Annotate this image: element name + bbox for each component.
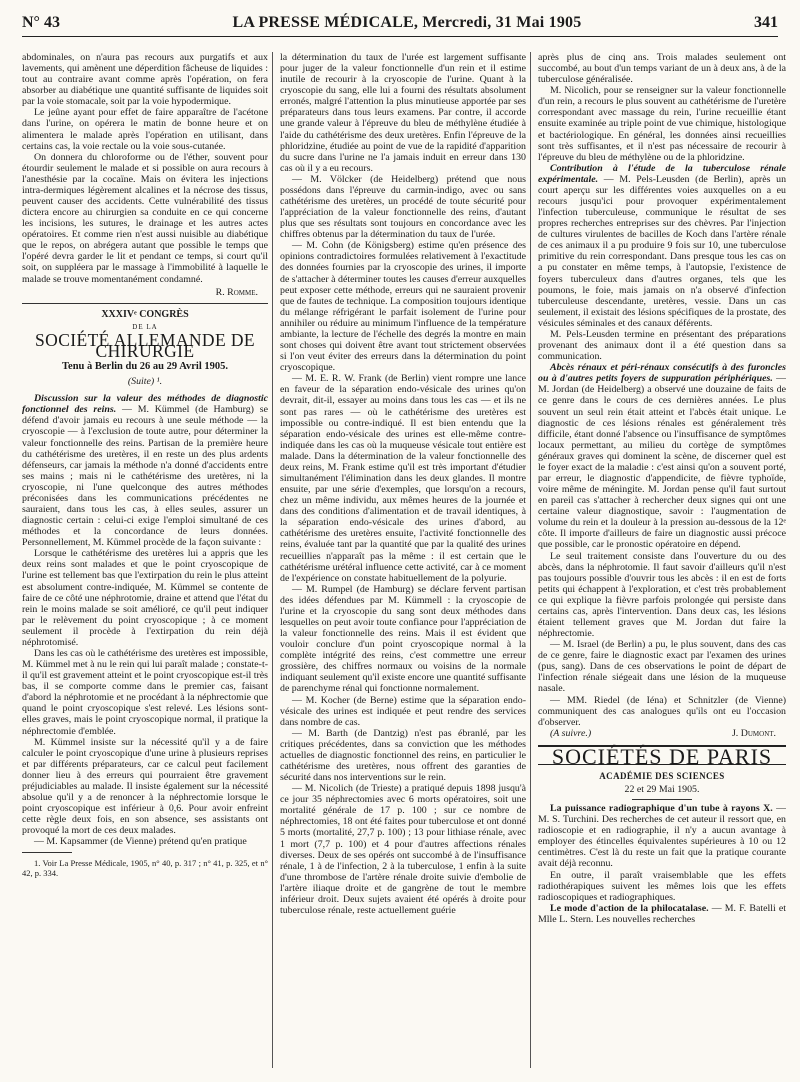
paragraph: abdominales, on n'aura pas recours aux purgatifs et aux lavements, qui amènent une déperdition fâcheuse de liquides : tout au contraire avant comme après l'opération, on fera absorber au diabétique une quantité suffisante de liquides soit par la voie stomacale, soit par la voie hypodermique. [22,52,268,108]
paragraph: En outre, il paraît vraisemblable que les effets radiothérapiques suivent les mêmes lois que les effets radioscopiques et radiographiques. [538,869,786,903]
paragraph: — M. Kümmel (de Hamburg) se défend d'avoir jamais eu recours à une seule méthode — la cryoscopie — à l'exclusion de toute autre, pour déterminer la valeur fonctionnelle des reins. Partisan de la première heure du cathétérisme des uretères, il en reste un des plus ardents défenseurs, car jamais la méthode n'a donné d'accidents entre ses mains ; mais ni le cathétérisme des uretères, ni la cryoscopie, ni l'une quelconque des autres méthodes préconisées dans les communications précédentes ne sauraient, dans tous les cas, à elles seules, assurer un diagnostic certain : celui-ci exige l'emploi simultané de ces méthodes et la concordance de leurs données. Personnellement, M. Kümmel procède de la façon suivante : [22,404,268,549]
paragraph: — M. Nicolich (de Trieste) a pratiqué depuis 1898 jusqu'à ce jour 35 néphrectomies avec 6 morts opératoires, soit une mortalité générale de 17 p. 100 ; sur ce nombre de néphrectomies, 18 ont été faites pour tuberculose et ont donné 5 morts (mortalité, 27,7 p. 100) ; 13 pour lithiase rénale, avec 1 mort (7,7 p. 100) et 4 pour d'autres affections rénales diverses. Deux de ses opérés ont succombé à de l'insuffisance rénale, 1 à de l'infection, 2 à la tuberculose, 1 enfin à la suite d'une thrombose de l'artère rénale droite suivie d'embolie de l'artère iliaque droite et de gangrène de tout le membre inférieur droit. Deux sujets avaient été opérés à droite pour tuberculose rénale, reste actuellement guérie [280,783,526,917]
paragraph: On donnera du chloroforme ou de l'éther, souvent pour étourdir seulement le malade et si possible on aura recours à l'anesthésie par la cocaïne. Mais on évitera les injections intra-dermiques légèrement alcalines et la nécrose des tissus, peuvent causer des accidents. Cette vulnérabilité des tissus dictera encore au chirurgien sa conduite en ce qui concerne les incisions, les sutures, le drainage et les autres actes opératoires. Et comme rien n'est aussi nuisible au diabétique que le repos, on abrégera autant que possible le temps que l'opéré devra garder le lit et pendant ce temps, si court qu'il soit, on suppléera par le massage à l'immobilité à laquelle le malade se trouve momentanément condamné. [22,151,268,285]
paragraph: — MM. Riedel (de Iéna) et Schnitzler (de Vienne) communiquent des cas analogues qu'ils ont eu l'occasion d'observer. [538,694,786,728]
society-title: SOCIÉTÉ ALLEMANDE DE CHIRURGIE [35,329,255,361]
paragraph: — M. Rumpel (de Hamburg) se déclare fervent partisan des idées défendues par M. Kümmell : la cryoscopie de l'urine et la cryoscopie du sang sont deux méthodes dans lesquelles on peut avoir toute confiance pour l'appréciation de la valeur fonctionnelle des reins. Mais il est évident que vouloir conclure d'un point cryoscopique normal à la complète intégrité des reins, c'est commettre une erreur grossière, des chiffres normaux ou voisins de la normale indiquant seulement qu'il existe encore une quantité suffisante de parenchyme rénal qui fonctionne normalement. [280,583,526,695]
congress-de-la: DE LA [132,322,158,331]
column-rule [530,52,531,1068]
paragraph: Le seul traitement consiste dans l'ouverture du ou des abcès, dans la néphrotomie. Il faut savoir d'ailleurs qu'il n'est pas toujours possible d'ouvrir tous les abcès : il en est de forts petits qui échappent à l'exploration, et c'est très probablement ce qui explique la fièvre parfois prolongée qui persiste dans certains cas, après l'intervention. Dans deux cas, les lésions étaient tellement graves que M. Jordan dut faire la néphrectomie. [538,550,786,640]
paragraph: — M. Völcker (de Heidelberg) prétend que nous possédons dans l'épreuve du carmin-indigo, avec ou sans cathétérisme des uretères, un procédé de toute sécurité pour l'appréciation de la valeur fonctionnelle des reins, d'autant plus que ses résultats sont toujours en concordance avec les chiffres obtenus par la détermination du taux de l'urée. [280,173,526,241]
paragraph: — M. Pels-Leusden (de Berlin), après un court aperçu sur les différentes voies auxquelles on a eu recours jusqu'ici pour provoquer expérimentalement l'infection tuberculeuse, communique le résultat de ses propres recherches entreprises sur des chèvres. Par l'injection de cultures virulentes de bacilles de Koch dans l'artère rénale de ces animaux il a pu produire 9 fois sur 10, une tuberculose primitive du rein correspondant. Dans presque tous les cas on a pu constater en même temps, à l'autopsie, l'existence de foyers tuberculeux dans d'autres organes, tels que les poumons, le foie, mais jamais on n'a observé d'infection tuberculeuse descendante, uretères, vessie. Dans un cas seulement, il existait des lésions spécifiques de la prostate, des vésicules séminales et des canaux déférents. [538,173,786,329]
column-3 [538,52,786,1070]
session-date: 22 et 29 Mai 1905. [624,784,700,795]
author-signature: J. Dumont. [731,727,776,739]
paragraph: — M. Israel (de Berlin) a pu, le plus souvent, dans des cas de ce genre, faire le diagnostic exact par l'examen des urines (pus, sang). Dans de ces observations le point de départ de l'infection rénale siégeait dans une lésion de la muqueuse nasale. [538,639,786,695]
page-number: 341 [754,14,778,31]
paragraph: — M. Barth (de Dantzig) n'est pas ébranlé, par les critiques précédentes, dans sa conviction que les méthodes actuelles de diagnostic fonctionnel des reins, en particulier le cathétérisme des uretères, nous offrent des garanties de sécurité dans nos interventions sur le rein. [280,727,526,784]
congress-heading: XXXIVᵉ CONGRÈS [101,308,189,320]
paragraph: M. Pels-Leusden termine en présentant des préparations provenant des animaux dont il a été question dans sa communication. [538,328,786,363]
author-signature: R. Romme. [215,286,258,298]
academy-heading: ACADÉMIE DES SCIENCES [599,770,725,781]
footnote-divider [22,852,72,853]
radio-title: La puissance radiographique d'un tube à rayons X. [550,803,773,815]
paragraph: — M. F. Batelli et Mlle L. Stern. Les nouvelles recherches [538,902,786,925]
to-be-continued: (A suivre.) [550,727,592,739]
paragraph: — M. Cohn (de Königsberg) estime qu'en présence des opinions contradictoires formulées relativement à l'exactitude des données fournies par la cryoscopie des urines, il importe de s'attacher à déterminer toutes les causes d'erreur auxquelles peut exposer cette méthode, erreurs qui ne sauraient provenir que de fautes de technique. La composition toujours identique du mélange réfrigérant le parfait isolement de l'urine pour annihiler ou réduire au minimum l'influence de la température ambiante, la lecture de l'échelle des degrés la montre en main sont choses qui doivent être avant tout strictement observées si l'on veut éviter des erreurs dans la détermination du point cryoscopique. [280,240,526,374]
discussion-title: Discussion sur la valeur des méthodes de diagnostic fonctionnel des reins. [22,393,268,416]
section-divider [22,303,268,304]
paragraph: — M. Kapsammer (de Vienne) prétend qu'en pratique [34,836,247,848]
page-header [22,10,778,37]
column-1 [22,52,268,1070]
column-2 [280,52,526,1070]
section-title: SOCIÉTÉS DE PARIS [538,745,786,765]
continued-note: (Suite) ¹. [127,376,163,388]
paragraph: M. Nicolich, pour se renseigner sur la valeur fonctionnelle d'un rein, a recours le plus souvent au cathétérisme de l'uretère correspondant avec massage du rein, l'urine recueillie étant ensuite examinée au triple point de vue chimique, histologique et bactériologique. En général, les données ainsi recueillies sont très suffisantes, et il n'est pas nécessaire de recourir à l'épreuve du bleu de méthylène ou de la phloridzine. [538,85,786,163]
paragraph: — M. Kocher (de Berne) estime que la séparation endo-vésicale des urines est indiquée et peut rendre des services dans nombre de cas. [280,694,526,728]
paragraph: après plus de cinq ans. Trois malades seulement ont succombé, au bout d'un temps variant de un à deux ans, à de la tuberculose généralisée. [538,52,786,86]
paragraph: — M. E. R. W. Frank (de Berlin) vient rompre une lance en faveur de la séparation endo-vésicale des urines qu'on devrait, dit-il, essayer au moins dans tous les cas — et ils ne sont pas rares — où le cathétérisme des uretères est impossible ou contre-indiqué. Il est bien entendu que la séparation endo-vésicale des urines est elle-même contre-indiquée dans les cas où la muqueuse vésicale tout entière est malade. Dans la détermination de la valeur fonctionnelle des deux reins, M. Frank estime qu'il est très important d'étudier simultanément l'élimination dans les deux glandes. Il montre ensuite, par une série d'exemples, que lorsqu'on a recours, chez un même individu, aux mêmes heures de la journée et dans des conditions d'alimentation et de travail identiques, à la séparation endo-vésicale des urines d'abord, au cathétérisme des uretères ensuite, l'activité fonctionnelle des reins, évaluée tant par la quantité que par la qualité des urines recueillies n'apparaît pas la même : il est certain que le cathétérisme urétéral influence cette activité, car à ce moment de l'expérience on constate habituellement de la polyurie. [280,373,526,584]
paragraph: Dans les cas où le cathétérisme des uretères est impossible, M. Kümmel met à nu le rein qui lui paraît malade ; constate-t-il qu'il est gravement atteint et le point cryoscopique est-il très bas, il se comporte comme dans le premier cas, faisant d'abord la néphrotomie et ne procédant à la néphrectomie que quand le point cryoscopique s'est relevé. Les lésions sont-elles graves, mais le point cryoscopique normal, il pratique la néphrectomie d'emblée. [22,647,268,737]
short-divider [632,799,692,800]
philocatalase-title: Le mode d'action de la philocatalase. [550,902,709,914]
paragraph: M. Kümmel insiste sur la nécessité qu'il y a de faire calculer le point cryoscopique d'une urine à plusieurs reprises et par différents préparateurs, car ce calcul peut facilement donner lieu à des erreurs qui pourraient être gravement préjudiciables au malade. Il insiste également sur la nécessité absolue qu'il y a de renoncer à la néphrectomie lorsque le point cryoscopique est inférieur à 0,6. Pour avoir enfreint cette règle deux fois, en son absence, ses assistants ont provoqué la mort de ces deux malades. [22,736,268,837]
congress-dates: Tenu à Berlin du 26 au 29 Avril 1905. [62,361,228,373]
paragraph: Le jeûne ayant pour effet de faire apparaître de l'acétone dans l'urine, on opérera le matin de bonne heure et on alimentera le malade après l'opération en utilisant, dans certains cas, la voie rectale ou la voie sous-cutanée. [22,107,268,152]
contribution-title: Contribution à l'étude de la tuberculose rénale expérimentale. [538,162,786,185]
issue-number: N° 43 [22,14,60,31]
paragraph: — M. S. Turchini. Des recherches de cet auteur il ressort que, en radioscopie et en radiographie, il n'y a aucun avantage à employer des étincelles équivalentes supérieures à 10 ou 12 centimètres. C'est là du reste un fait que la pratique courante avait déjà reconnu. [538,803,786,870]
column-rule [272,52,273,1068]
footnote: 1. Voir La Presse Médicale, 1905, n° 40, p. 317 ; n° 41, p. 325, et n° 42, p. 334. [22,858,268,879]
paragraph: la détermination du taux de l'urée est largement suffisante pour juger de la valeur fonctionnelle d'un rein et il estime inutile de recourir à la cryoscopie de l'urine. Quant à la cryoscopie du sang, elle lui a fourni des résultats absolument erronés, malgré l'attention la plus minutieuse apportée par ses préparateurs dans tous leurs examens. Par contre, il accorde une grande valeur à l'épreuve du bleu de méthylène étudiée à l'aide du cathétérisme des deux uretères. Enfin l'épreuve de la phloridzine, étudiée au point de vue de la rapidité d'apparition du sucre dans l'urine ne l'a jamais induit en erreur dans 130 cas où il y a eu recours. [280,52,526,174]
paragraph: — M. Jordan (de Heidelberg) a observé une douzaine de faits de ce genre dans le cours de ces dernières années. Le plus souvent un seul rein était atteint et l'abcès était unique. Le diagnostic de ces lésions rénales est généralement très difficile, étant donné l'absence ou l'insuffisance de symptômes locaux permettant, au milieu du cortège de symptômes généraux graves qui dominent la scène, de discerner quel est le foyer exact de la maladie : c'est ainsi qu'on a souvent porté, par erreur, le diagnostic d'appendicite, de fièvre typhoïde, voire même de méningite. M. Jordan pense qu'il faut surtout en pareil cas s'attacher à rechercher deux signes qui ont une certaine valeur diagnostique, savoir : l'augmentation de volume du rein et la douleur à la pression au-dessous de la 12ᵉ côte. Il importe d'ailleurs de faire un diagnostic aussi précoce que possible, car le pronostic opératoire en dépend. [538,373,786,551]
paragraph: Lorsque le cathétérisme des uretères lui a appris que les deux reins sont malades et que le point cryoscopique de l'urine est tellement bas que l'extirpation du rein le plus atteint est absolument contre-indiquée, M. Kümmel se contente de faire de ce côté une néphrotomie, draine et attend que l'état du rein le moins malade se soit amélioré, ce qu'il peut indiquer par le relèvement du point cryoscopique ; à ce moment seulement il procède à l'extirpation du rein déjà néphrotomisé. [22,548,268,648]
abces-title: Abcès rénaux et péri-rénaux consécutifs à des furoncles ou à d'autres petits foyers de suppuration périphériques. [538,362,786,385]
newspaper-title: LA PRESSE MÉDICALE, Mercredi, 31 Mai 1905 [232,14,582,31]
